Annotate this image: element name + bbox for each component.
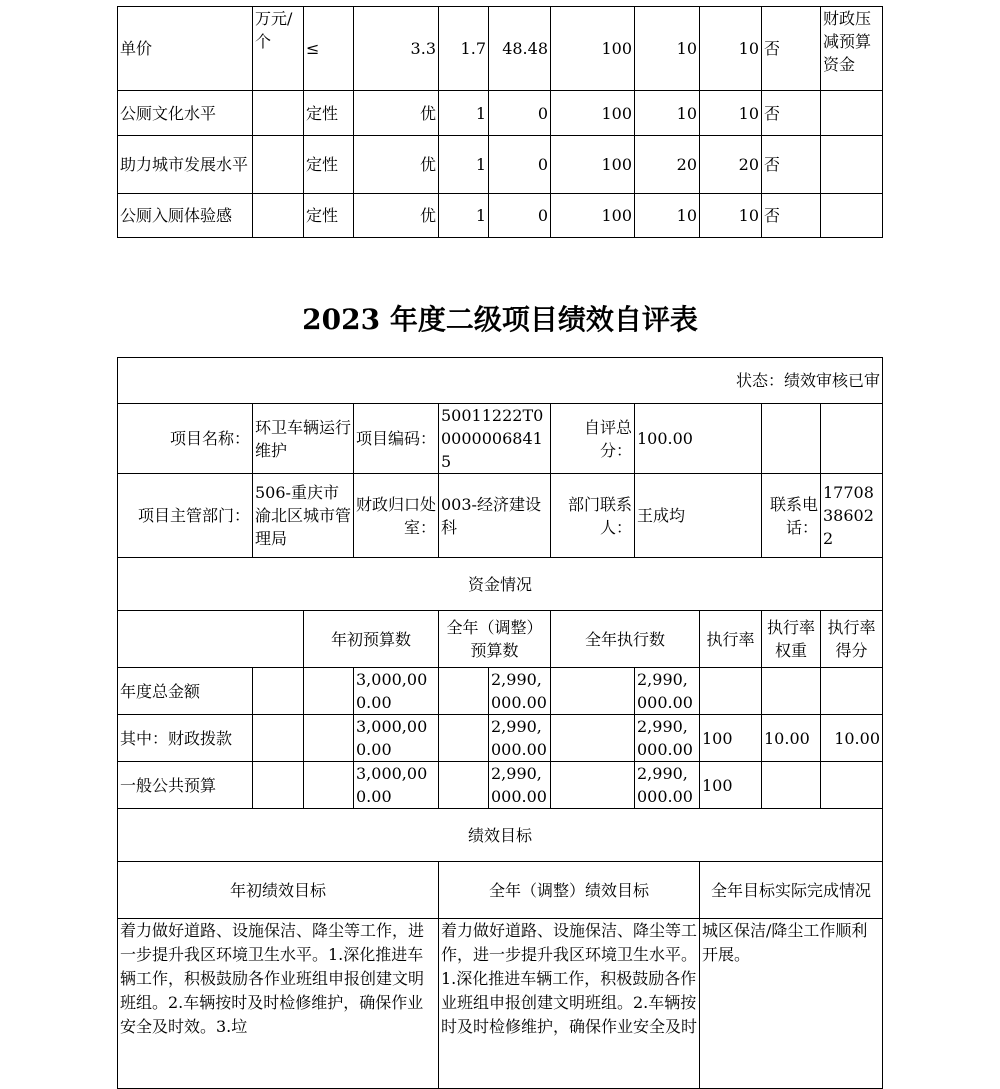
- table-row: [118, 7, 883, 91]
- indicator-unit: 万元/个: [253, 7, 304, 91]
- page-title: 2023 年度二级项目绩效自评表: [302, 303, 698, 336]
- indicator-value: 1: [439, 136, 489, 194]
- indicator-value: 0: [489, 136, 551, 194]
- indicator-value: 0: [489, 194, 551, 238]
- indicator-flag: 否: [762, 91, 821, 136]
- project-info-row: [118, 404, 883, 474]
- finance-label: 财政归口处室：: [354, 474, 439, 558]
- indicator-operator: 定性: [304, 194, 354, 238]
- indicator-value: 10: [635, 91, 700, 136]
- indicator-value: 100: [551, 7, 635, 91]
- fund-rate: 100: [700, 762, 762, 809]
- fund-score: 10.00: [821, 715, 883, 762]
- perf-section-header: 绩效目标: [118, 809, 883, 862]
- goal-adjusted-header: 全年（调整）绩效目标: [439, 862, 700, 919]
- col-rate-score: 执行率得分: [821, 611, 883, 668]
- indicator-note: [821, 136, 883, 194]
- table-row: [118, 194, 883, 238]
- fund-executed: 2,990,000.00: [635, 762, 700, 809]
- indicator-operator: 定性: [304, 136, 354, 194]
- fund-initial: 3,000,000.00: [354, 715, 439, 762]
- status-badge: 状态：绩效审核已审: [118, 358, 883, 404]
- indicator-value: 20: [635, 136, 700, 194]
- indicator-note: [821, 194, 883, 238]
- goal-initial-header: 年初绩效目标: [118, 862, 439, 919]
- indicator-target: 优: [354, 136, 439, 194]
- indicator-unit: [253, 194, 304, 238]
- fund-executed: 2,990,000.00: [635, 715, 700, 762]
- fund-weight: 10.00: [762, 715, 821, 762]
- col-executed: 全年执行数: [551, 611, 700, 668]
- fund-rate: [700, 668, 762, 715]
- goal-initial-text: 着力做好道路、设施保洁、降尘等工作，进一步提升我区环境卫生水平。1.深化推进车辆工作，积极鼓励各作业班组申报创建文明班组。2.车辆按时及时检修维护，确保作业安全及时效。3.垃: [118, 919, 439, 1089]
- indicator-note: 财政压减预算资金: [821, 7, 883, 91]
- indicator-name: 助力城市发展水平: [118, 136, 253, 194]
- fund-label: 其中：财政拨款: [118, 715, 253, 762]
- indicator-value: 1: [439, 194, 489, 238]
- indicator-value: 10: [700, 7, 762, 91]
- indicator-value: 1.7: [439, 7, 489, 91]
- fund-label: 一般公共预算: [118, 762, 253, 809]
- contact-label: 部门联系人：: [551, 474, 635, 558]
- indicator-value: 1: [439, 91, 489, 136]
- fund-label: 年度总金额: [118, 668, 253, 715]
- funds-header-row: [118, 611, 883, 668]
- indicator-value: 100: [551, 194, 635, 238]
- project-code-label: 项目编码：: [354, 404, 439, 474]
- indicator-value: 20: [700, 136, 762, 194]
- col-rate-weight: 执行率权重: [762, 611, 821, 668]
- goal-adjusted-text: 着力做好道路、设施保洁、降尘等工作，进一步提升我区环境卫生水平。1.深化推进车辆工作，积极鼓励各作业班组申报创建文明班组。2.车辆按时及时检修维护，确保作业安全及时: [439, 919, 700, 1089]
- indicator-value: 48.48: [489, 7, 551, 91]
- status-row: [118, 358, 883, 404]
- self-evaluation-form: [117, 357, 883, 1089]
- indicator-value: 100: [551, 136, 635, 194]
- indicator-value: 0: [489, 91, 551, 136]
- fund-rate: 100: [700, 715, 762, 762]
- indicator-flag: 否: [762, 194, 821, 238]
- funds-section-header: 资金情况: [118, 558, 883, 611]
- indicator-unit: [253, 91, 304, 136]
- dept-label: 项目主管部门：: [118, 474, 253, 558]
- project-code-value: 50011222T000000068415: [439, 404, 551, 474]
- indicator-value: 10: [700, 91, 762, 136]
- goal-actual-header: 全年目标实际完成情况: [700, 862, 883, 919]
- indicator-name: 公厕文化水平: [118, 91, 253, 136]
- project-name-label: 项目名称：: [118, 404, 253, 474]
- fund-score: [821, 762, 883, 809]
- col-initial-budget: 年初预算数: [304, 611, 439, 668]
- finance-value: 003-经济建设科: [439, 474, 551, 558]
- table-row: [118, 91, 883, 136]
- col-execution-rate: 执行率: [700, 611, 762, 668]
- self-score-value: 100.00: [635, 404, 762, 474]
- project-name-value: 环卫车辆运行维护: [253, 404, 354, 474]
- indicator-target: 优: [354, 194, 439, 238]
- indicator-operator: ≤: [304, 7, 354, 91]
- indicator-value: 10: [635, 7, 700, 91]
- indicator-flag: 否: [762, 136, 821, 194]
- indicator-unit: [253, 136, 304, 194]
- fund-initial: 3,000,000.00: [354, 762, 439, 809]
- table-row: [118, 136, 883, 194]
- self-score-label: 自评总分：: [551, 404, 635, 474]
- fund-initial: 3,000,000.00: [354, 668, 439, 715]
- fund-adjusted: 2,990,000.00: [489, 762, 551, 809]
- indicator-name: 单价: [118, 7, 253, 91]
- indicator-note: [821, 91, 883, 136]
- indicator-table: [117, 6, 883, 238]
- table-row: [118, 668, 883, 715]
- phone-value: 17708386022: [821, 474, 883, 558]
- fund-executed: 2,990,000.00: [635, 668, 700, 715]
- contact-value: 王成均: [635, 474, 762, 558]
- indicator-value: 100: [551, 91, 635, 136]
- funds-section-row: [118, 558, 883, 611]
- indicator-value: 10: [700, 194, 762, 238]
- indicator-target: 优: [354, 91, 439, 136]
- dept-value: 506-重庆市渝北区城市管理局: [253, 474, 354, 558]
- table-row: [118, 715, 883, 762]
- table-row: [118, 762, 883, 809]
- indicator-operator: 定性: [304, 91, 354, 136]
- indicator-value: 10: [635, 194, 700, 238]
- goals-content-row: [118, 919, 883, 1089]
- fund-score: [821, 668, 883, 715]
- goal-actual-text: 城区保洁/降尘工作顺利开展。: [700, 919, 883, 1089]
- fund-adjusted: 2,990,000.00: [489, 715, 551, 762]
- indicator-name: 公厕入厕体验感: [118, 194, 253, 238]
- goals-header-row: [118, 862, 883, 919]
- department-info-row: [118, 474, 883, 558]
- phone-label: 联系电话：: [762, 474, 821, 558]
- fund-weight: [762, 762, 821, 809]
- col-adjusted-budget: 全年（调整）预算数: [439, 611, 551, 668]
- indicator-target: 3.3: [354, 7, 439, 91]
- indicator-flag: 否: [762, 7, 821, 91]
- fund-weight: [762, 668, 821, 715]
- perf-section-row: [118, 809, 883, 862]
- fund-adjusted: 2,990,000.00: [489, 668, 551, 715]
